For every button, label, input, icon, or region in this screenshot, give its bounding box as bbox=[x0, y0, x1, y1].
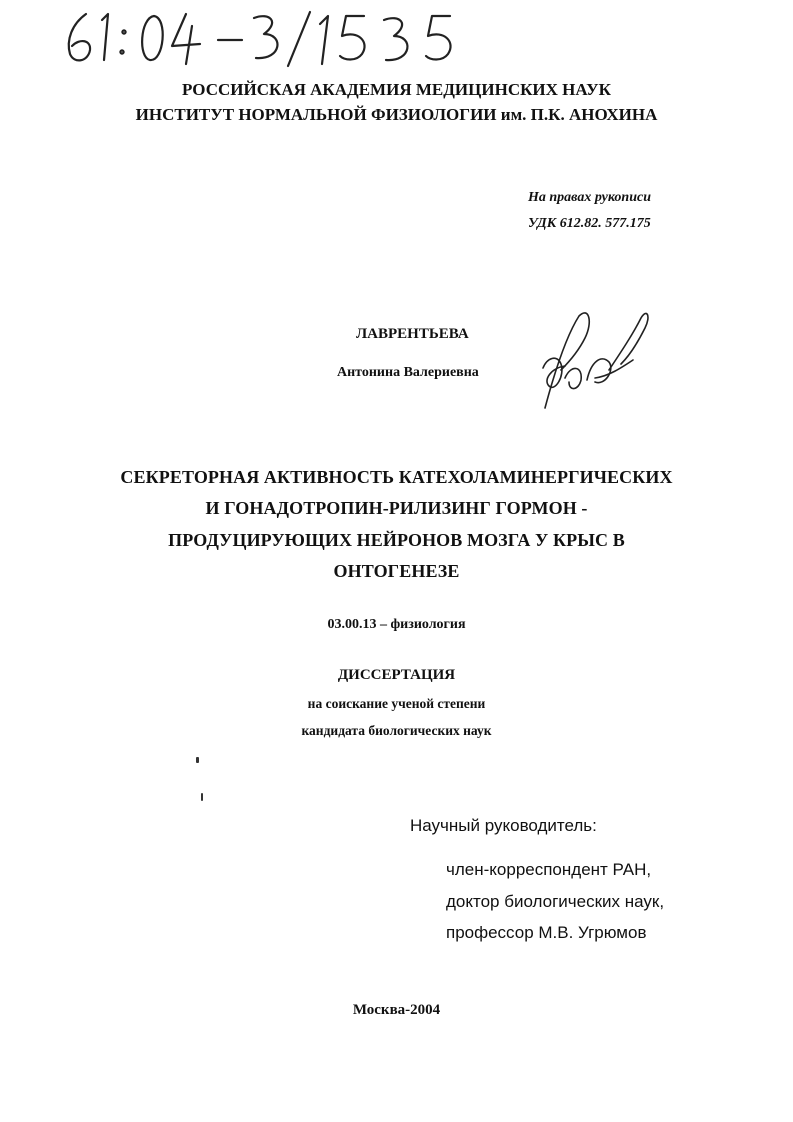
advisor-detail: член-корреспондент РАН, bbox=[446, 860, 652, 879]
advisor-name: профессор М.В. Угрюмов bbox=[446, 923, 647, 942]
organization-academy: РОССИЙСКАЯ АКАДЕМИЯ МЕДИЦИНСКИХ НАУК bbox=[182, 80, 611, 99]
city-year: Москва-2004 bbox=[352, 1002, 441, 1018]
dissertation-title-line: СЕКРЕТОРНАЯ АКТИВНОСТЬ КАТЕХОЛАМИНЕРГИЧЕСКИХ bbox=[120, 467, 673, 487]
advisor-label: Научный руководитель: bbox=[410, 816, 597, 835]
specialty-code: 03.00.13 – физиология bbox=[327, 617, 466, 632]
dissertation-title-line: ПРОДУЦИРУЮЩИХ НЕЙРОНОВ МОЗГА У КРЫС В bbox=[168, 530, 625, 550]
document-type: ДИССЕРТАЦИЯ bbox=[337, 667, 456, 683]
scan-speck bbox=[201, 793, 203, 801]
manuscript-rights: На правах рукописи bbox=[528, 190, 651, 205]
author-given-names: Антонина Валериевна bbox=[337, 365, 479, 380]
handwritten-archive-code bbox=[58, 6, 478, 68]
dissertation-title-line: И ГОНАДОТРОПИН-РИЛИЗИНГ ГОРМОН - bbox=[205, 498, 588, 518]
scan-speck bbox=[196, 757, 199, 763]
dissertation-title-line: ОНТОГЕНЕЗЕ bbox=[333, 561, 460, 581]
organization-institute: ИНСТИТУТ НОРМАЛЬНОЙ ФИЗИОЛОГИИ им. П.К. АНОХИНА bbox=[135, 105, 658, 124]
degree-line: кандидата биологических наук bbox=[301, 723, 492, 738]
advisor-detail: доктор биологических наук, bbox=[446, 892, 665, 911]
author-surname: ЛАВРЕНТЬЕВА bbox=[356, 326, 469, 342]
udk-code: УДК 612.82. 577.175 bbox=[528, 216, 651, 231]
degree-line: на соискание ученой степени bbox=[307, 696, 486, 711]
author-signature bbox=[535, 308, 655, 418]
